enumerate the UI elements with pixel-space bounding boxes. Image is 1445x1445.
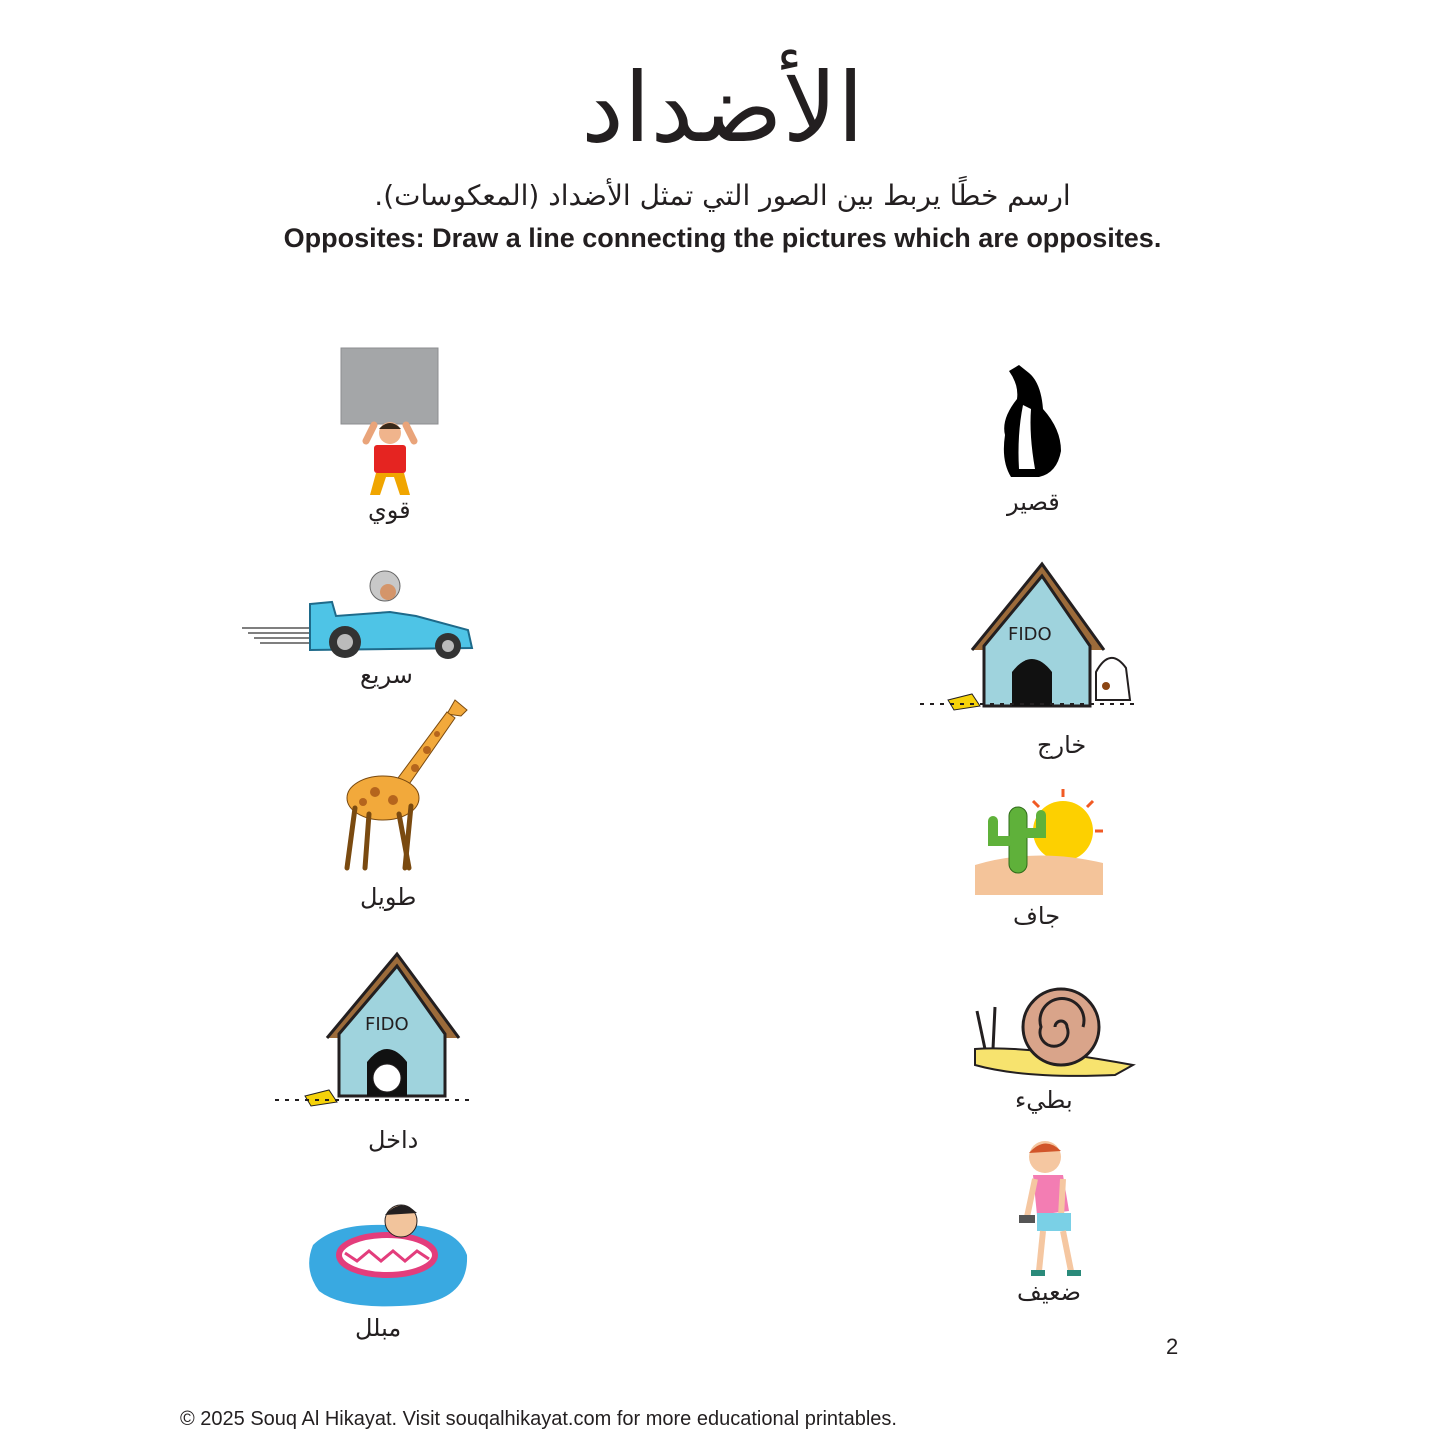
penguin-icon xyxy=(995,365,1085,480)
item-strong xyxy=(330,345,450,524)
item-outside xyxy=(920,560,1135,765)
weak-boy-icon xyxy=(1005,1135,1105,1280)
item-weak xyxy=(1005,1135,1105,1310)
word-tall: طويل xyxy=(360,883,417,911)
dog-inside-doghouse-icon xyxy=(275,950,475,1110)
desert-cactus-icon xyxy=(975,785,1105,895)
word-fast: سريع xyxy=(360,661,413,689)
word-slow: بطيء xyxy=(1015,1086,1073,1114)
strong-boy-icon xyxy=(330,345,450,505)
item-fast xyxy=(240,568,480,693)
dog-outside-doghouse-icon xyxy=(920,560,1135,720)
item-wet xyxy=(305,1195,475,1345)
word-strong: قوي xyxy=(368,496,411,524)
instruction-english: Opposites: Draw a line connecting the pictures which are opposites. xyxy=(283,223,1162,253)
word-weak: ضعيف xyxy=(1017,1278,1082,1306)
word-dry: جاف xyxy=(1013,902,1061,930)
instruction-arabic: ارسم خطًا يربط بين الصور التي تمثل الأضداد (المعكوسات). xyxy=(374,179,1071,212)
item-short xyxy=(995,365,1085,520)
footer-credit: © 2025 Souq Al Hikayat. Visit souqalhikayat.com for more educational printables. xyxy=(180,1408,897,1430)
snail-icon xyxy=(965,985,1135,1080)
giraffe-icon xyxy=(335,690,475,875)
boy-swimming-icon xyxy=(305,1195,475,1310)
word-short: قصير xyxy=(1007,488,1060,516)
race-car-icon xyxy=(240,568,480,668)
page-title: الأضداد xyxy=(581,52,864,164)
item-slow xyxy=(965,985,1135,1115)
word-outside: خارج xyxy=(1037,731,1087,759)
doghouse-sign-text: FIDO xyxy=(365,1014,409,1035)
doghouse-sign-text-2: FIDO xyxy=(1008,624,1052,645)
item-inside xyxy=(275,950,475,1160)
word-inside: داخل xyxy=(368,1126,419,1154)
item-tall xyxy=(335,690,475,915)
page-number: 2 xyxy=(1166,1334,1179,1359)
word-wet: مبلل xyxy=(355,1314,402,1342)
item-dry xyxy=(975,785,1105,930)
